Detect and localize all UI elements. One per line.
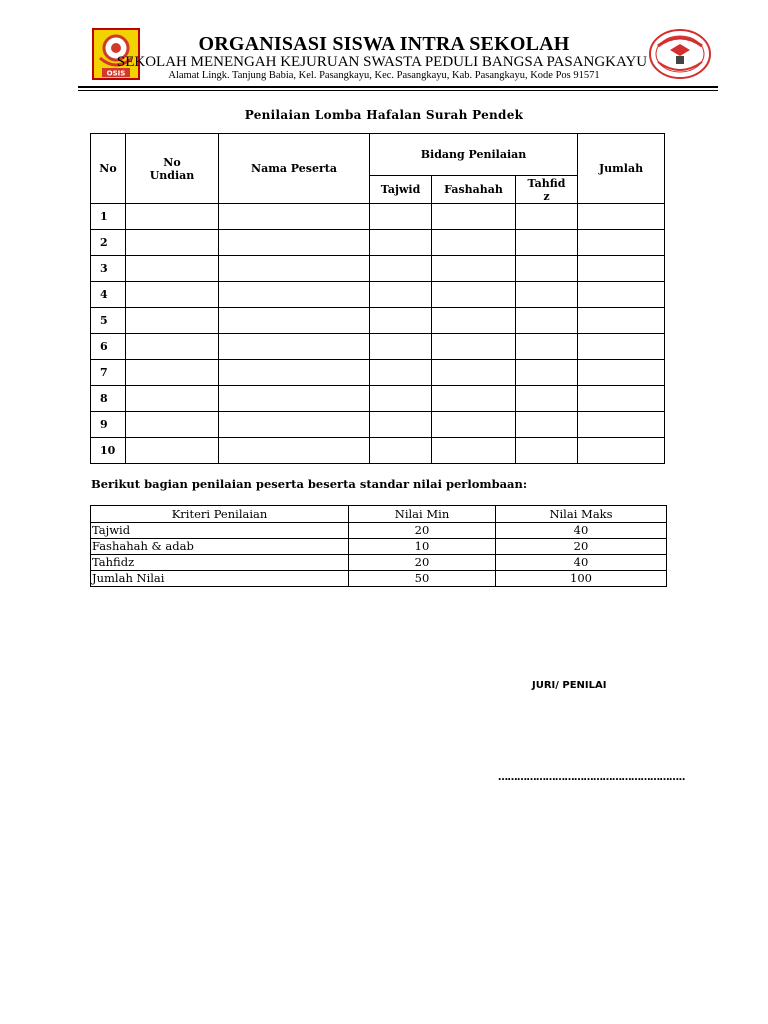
fashahah-cell[interactable] [432, 386, 516, 412]
header-nama-peserta: Nama Peserta [219, 134, 370, 204]
fashahah-cell[interactable] [432, 360, 516, 386]
nilai-min-cell: 20 [349, 523, 496, 539]
tajwid-cell[interactable] [370, 230, 432, 256]
school-emblem-icon [648, 28, 712, 80]
header-no-undian: No Undian [126, 134, 219, 204]
header-tahfidz: Tahfidz [516, 176, 578, 204]
row-number-cell: 8 [91, 386, 126, 412]
nama-peserta-cell[interactable] [219, 256, 370, 282]
letterhead-rule [78, 86, 718, 88]
no-undian-cell[interactable] [126, 256, 219, 282]
table-row [91, 308, 665, 334]
score-table [90, 133, 665, 464]
fashahah-cell[interactable] [432, 204, 516, 230]
row-number-cell: 7 [91, 360, 126, 386]
table-row [91, 438, 665, 464]
row-number-cell: 6 [91, 334, 126, 360]
tahfidz-cell[interactable] [516, 308, 578, 334]
jumlah-cell[interactable] [578, 230, 665, 256]
standards-row [91, 555, 667, 571]
jumlah-cell[interactable] [578, 386, 665, 412]
tajwid-cell[interactable] [370, 334, 432, 360]
header-bidang-penilaian: Bidang Penilaian [370, 134, 578, 176]
tajwid-cell[interactable] [370, 412, 432, 438]
svg-text:OSIS: OSIS [106, 69, 126, 78]
nama-peserta-cell[interactable] [219, 204, 370, 230]
table-row [91, 386, 665, 412]
nilai-maks-cell: 40 [496, 555, 667, 571]
org-title: ORGANISASI SISWA INTRA SEKOLAH [198, 33, 570, 55]
jumlah-cell[interactable] [578, 308, 665, 334]
table-row [91, 412, 665, 438]
standards-row [91, 571, 667, 587]
criteria-cell: Jumlah Nilai [91, 571, 349, 587]
nilai-min-cell: 50 [349, 571, 496, 587]
nama-peserta-cell[interactable] [219, 334, 370, 360]
table-row [91, 256, 665, 282]
fashahah-cell[interactable] [432, 256, 516, 282]
table-row [91, 204, 665, 230]
criteria-cell: Tahfidz [91, 555, 349, 571]
fashahah-cell[interactable] [432, 282, 516, 308]
standards-row [91, 539, 667, 555]
row-number-cell: 9 [91, 412, 126, 438]
tahfidz-cell[interactable] [516, 438, 578, 464]
jumlah-cell[interactable] [578, 334, 665, 360]
no-undian-cell[interactable] [126, 412, 219, 438]
standards-table [90, 505, 667, 587]
header-fashahah: Fashahah [432, 176, 516, 204]
criteria-cell: Tajwid [91, 523, 349, 539]
tahfidz-cell[interactable] [516, 386, 578, 412]
standards-note: Berikut bagian penilaian peserta beserta standar nilai perlombaan: [91, 477, 528, 491]
nama-peserta-cell[interactable] [219, 386, 370, 412]
nama-peserta-cell[interactable] [219, 360, 370, 386]
jumlah-cell[interactable] [578, 438, 665, 464]
fashahah-cell[interactable] [432, 412, 516, 438]
criteria-cell: Fashahah & adab [91, 539, 349, 555]
tahfidz-cell[interactable] [516, 204, 578, 230]
jumlah-cell[interactable] [578, 360, 665, 386]
jumlah-cell[interactable] [578, 204, 665, 230]
nama-peserta-cell[interactable] [219, 412, 370, 438]
no-undian-cell[interactable] [126, 308, 219, 334]
fashahah-cell[interactable] [432, 334, 516, 360]
row-number-cell: 5 [91, 308, 126, 334]
nilai-min-cell: 10 [349, 539, 496, 555]
tahfidz-cell[interactable] [516, 412, 578, 438]
no-undian-cell[interactable] [126, 438, 219, 464]
school-name: SEKOLAH MENENGAH KEJURUAN SWASTA PEDULI BANGSA PASANGKAYU [116, 54, 648, 70]
nilai-maks-cell: 40 [496, 523, 667, 539]
header-tajwid: Tajwid [370, 176, 432, 204]
nama-peserta-cell[interactable] [219, 282, 370, 308]
header-no: No [91, 134, 126, 204]
tahfidz-cell[interactable] [516, 360, 578, 386]
header-nilai-maks: Nilai Maks [496, 506, 667, 523]
row-number-cell: 4 [91, 282, 126, 308]
signature-line: ………………………………………………….. [498, 772, 686, 783]
table-row [91, 360, 665, 386]
tahfidz-cell[interactable] [516, 334, 578, 360]
tajwid-cell[interactable] [370, 256, 432, 282]
jumlah-cell[interactable] [578, 256, 665, 282]
fashahah-cell[interactable] [432, 308, 516, 334]
tajwid-cell[interactable] [370, 282, 432, 308]
nilai-maks-cell: 20 [496, 539, 667, 555]
fashahah-cell[interactable] [432, 230, 516, 256]
tajwid-cell[interactable] [370, 204, 432, 230]
header-kriteri-penilaian: Kriteri Penilaian [91, 506, 349, 523]
header-nilai-min: Nilai Min [349, 506, 496, 523]
table-row [91, 230, 665, 256]
letterhead-rule-thin [78, 90, 718, 91]
fashahah-cell[interactable] [432, 438, 516, 464]
tajwid-cell[interactable] [370, 360, 432, 386]
no-undian-cell[interactable] [126, 334, 219, 360]
tahfidz-cell[interactable] [516, 230, 578, 256]
nama-peserta-cell[interactable] [219, 230, 370, 256]
row-number-cell: 1 [91, 204, 126, 230]
row-number-cell: 2 [91, 230, 126, 256]
tahfidz-cell[interactable] [516, 256, 578, 282]
table-row [91, 334, 665, 360]
sheet-title: Penilaian Lomba Hafalan Surah Pendek [244, 108, 524, 122]
tahfidz-cell[interactable] [516, 282, 578, 308]
table-row [91, 282, 665, 308]
nama-peserta-cell[interactable] [219, 308, 370, 334]
row-number-cell: 10 [91, 438, 126, 464]
school-address: Alamat Lingk. Tanjung Babia, Kel. Pasangkayu, Kec. Pasangkayu, Kab. Pasangkayu, Kode Pos 91571 [168, 70, 600, 81]
no-undian-cell[interactable] [126, 282, 219, 308]
nilai-maks-cell: 100 [496, 571, 667, 587]
juri-label: JURI/ PENILAI [532, 680, 607, 691]
jumlah-cell[interactable] [578, 282, 665, 308]
nama-peserta-cell[interactable] [219, 438, 370, 464]
tajwid-cell[interactable] [370, 308, 432, 334]
no-undian-cell[interactable] [126, 386, 219, 412]
tajwid-cell[interactable] [370, 386, 432, 412]
nilai-min-cell: 20 [349, 555, 496, 571]
header-jumlah: Jumlah [578, 134, 665, 204]
no-undian-cell[interactable] [126, 230, 219, 256]
jumlah-cell[interactable] [578, 412, 665, 438]
no-undian-cell[interactable] [126, 204, 219, 230]
tajwid-cell[interactable] [370, 438, 432, 464]
standards-row [91, 523, 667, 539]
no-undian-cell[interactable] [126, 360, 219, 386]
row-number-cell: 3 [91, 256, 126, 282]
